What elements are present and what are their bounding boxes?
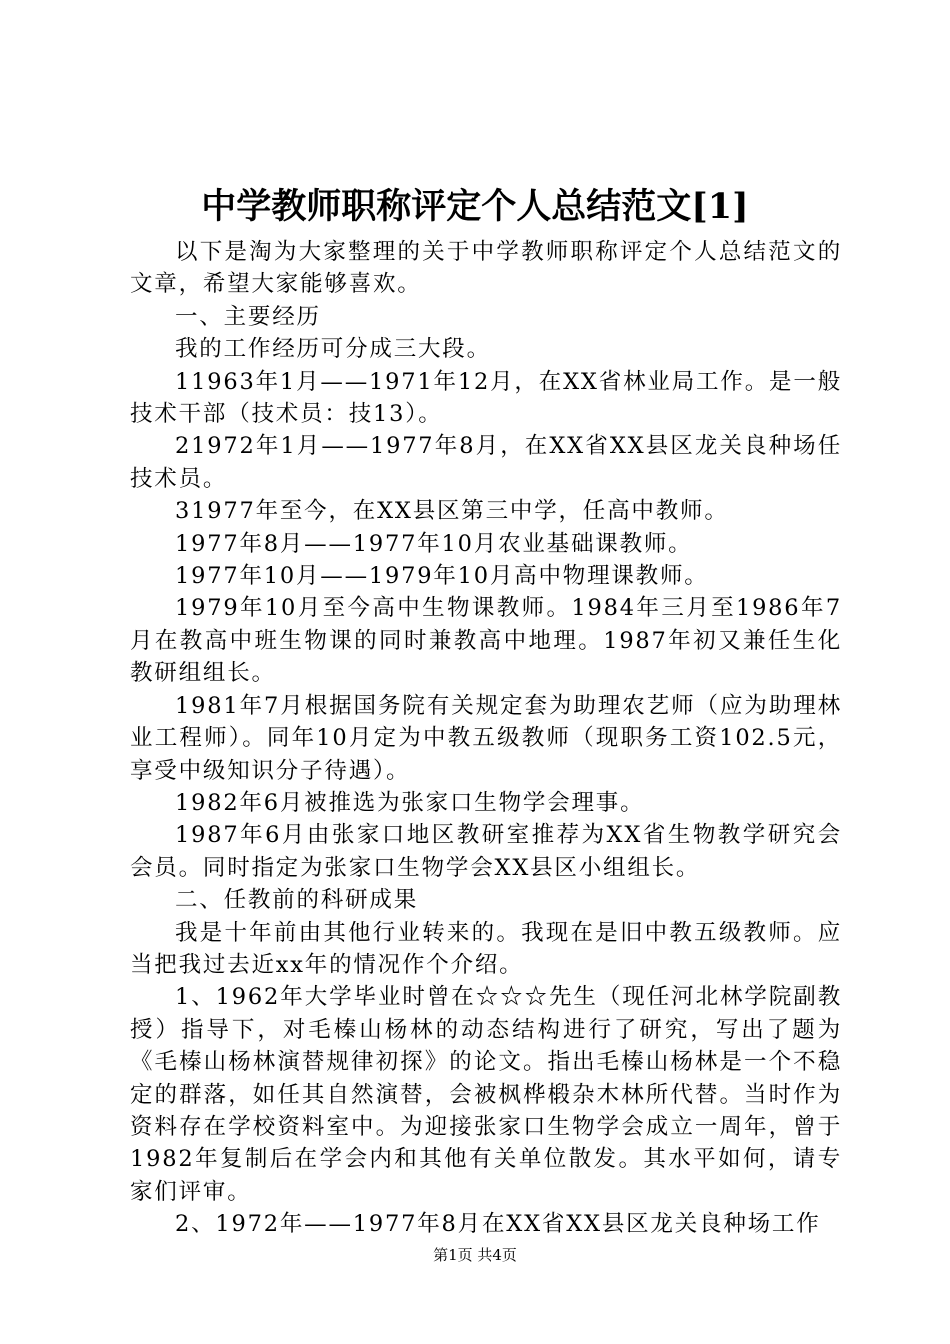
paragraph-intro: 以下是淘为大家整理的关于中学教师职称评定个人总结范文的文章，希望大家能够喜欢。 — [130, 239, 842, 298]
paragraph: 1979年10月至今高中生物课教师。1984年三月至1986年7月在教高中班生物课的同时兼教高中地理。1987年初又兼任生化教研组组长。 — [130, 595, 842, 687]
section-heading-experience: 一、主要经历 — [175, 303, 321, 330]
paragraph: 2、1972年——1977年8月在XX省XX县区龙关良种场工作 — [175, 1211, 821, 1238]
paragraph: 1981年7月根据国务院有关规定套为助理农艺师（应为助理林业工程师）。同年10月定为中教五级教师（现职务工资102.5元，享受中级知识分子待遇）。 — [130, 692, 842, 784]
paragraph: 1977年10月——1979年10月高中物理课教师。 — [175, 563, 709, 590]
paragraph: 我的工作经历可分成三大段。 — [175, 336, 491, 363]
section-heading-research: 二、任教前的科研成果 — [175, 887, 419, 914]
paragraph: 1982年6月被推选为张家口生物学会理事。 — [175, 789, 645, 816]
document-title: 中学教师职称评定个人总结范文[1] — [201, 186, 749, 227]
paragraph: 11963年1月——1971年12月，在XX省林业局工作。是一般技术干部（技术员：技13）。 — [130, 368, 842, 428]
paragraph: 1、1962年大学毕业时曾在☆☆☆先生（现任河北林学院副教授）指导下，对毛榛山杨林的动态结构进行了研究，写出了题为《毛榛山杨林演替规律初探》的论文。指出毛榛山杨林是一个不稳定的群落，如任其自然演替，会被枫桦椴杂木林所代替。当时作为资料存在学校资料室中。为迎接张家口生物学会成立一周年，曾于1982年复制后在学会内和其他有关单位散发。其水平如何，请专家们评审。 — [130, 984, 842, 1205]
paragraph: 21972年1月——1977年8月，在XX省XX县区龙关良种场任技术员。 — [130, 433, 842, 492]
page-footer: 第1页 共4页 — [433, 1246, 517, 1264]
document-body — [130, 236, 842, 1241]
paragraph: 1977年8月——1977年10月农业基础课教师。 — [175, 530, 693, 557]
paragraph: 31977年至今，在XX县区第三中学，任高中教师。 — [175, 498, 729, 525]
paragraph: 1987年6月由张家口地区教研室推荐为XX省生物教学研究会会员。同时指定为张家口生物学会XX县区小组组长。 — [130, 822, 842, 881]
paragraph: 我是十年前由其他行业转来的。我现在是旧中教五级教师。应当把我过去近xx年的情况作个介绍。 — [130, 919, 842, 978]
